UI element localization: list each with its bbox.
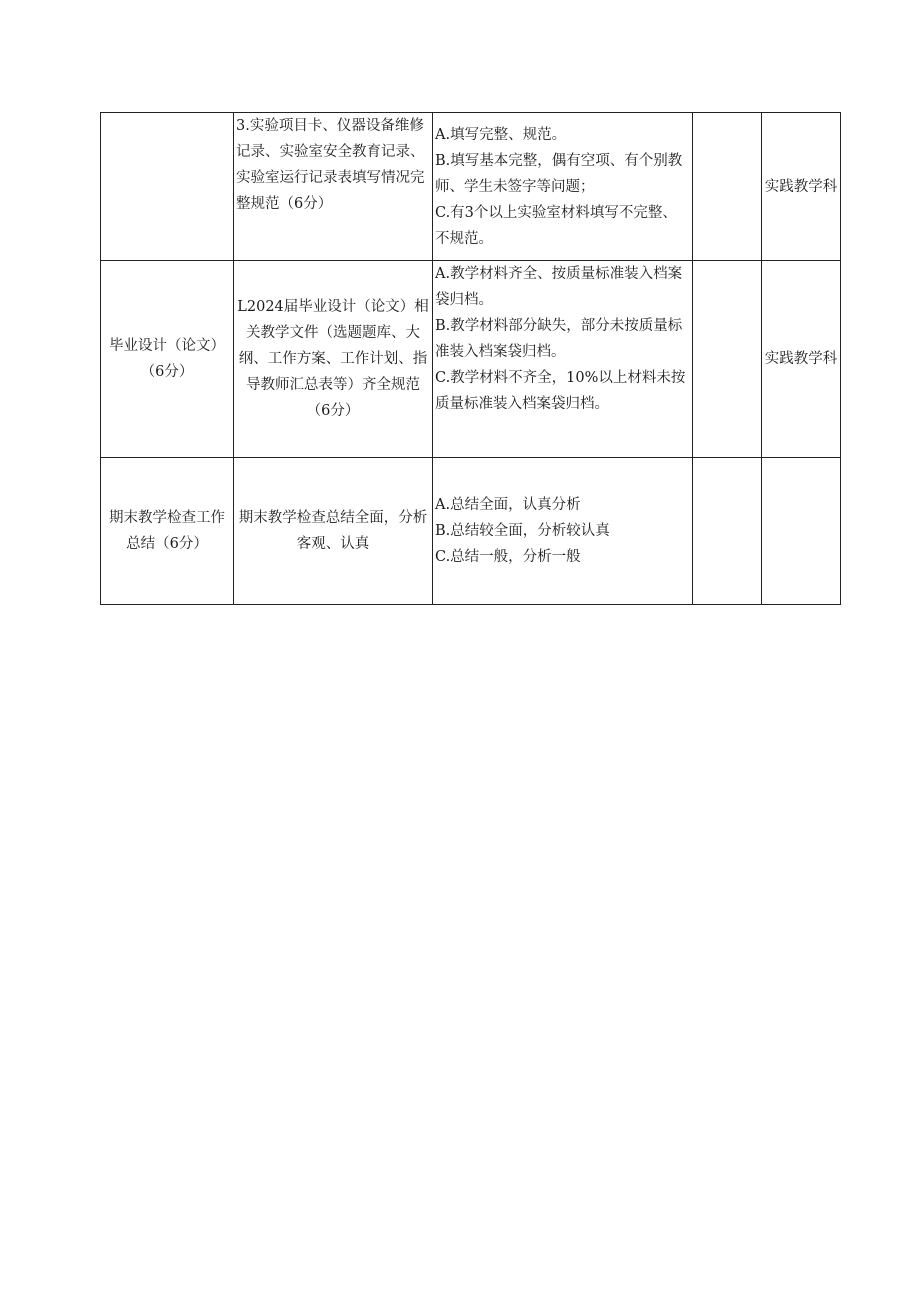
criteria-line: C.教学材料不齐全，10%以上材料未按质量标准装入档案袋归档。 xyxy=(435,370,686,412)
criteria-line: C.有3个以上实验室材料填写不完整、不规范。 xyxy=(435,204,677,247)
table-row xyxy=(101,261,841,458)
content-cell: 3.实验项目卡、仪器设备维修记录、实验室安全教育记录、实验室运行记录表填写情况完整规范（6分） xyxy=(234,113,433,261)
criteria-line: C.总结一般，分析一般 xyxy=(435,549,581,565)
department-cell xyxy=(762,458,841,605)
criteria-line: B.教学材料部分缺失，部分未按质量标准装入档案袋归档。 xyxy=(435,318,683,360)
criteria-cell xyxy=(433,113,693,261)
criteria-line: A.教学材料齐全、按质量标准装入档案袋归档。 xyxy=(435,266,683,308)
criteria-line: A.总结全面，认真分析 xyxy=(435,497,581,513)
department-cell: 实践教学科 xyxy=(762,113,841,261)
item-cell xyxy=(101,113,234,261)
score-cell xyxy=(693,113,762,261)
score-cell xyxy=(693,261,762,458)
table-row xyxy=(101,113,841,261)
criteria-cell xyxy=(433,458,693,605)
score-cell xyxy=(693,458,762,605)
criteria-cell xyxy=(433,261,693,458)
criteria-line: A.填写完整、规范。 xyxy=(435,126,567,143)
department-cell: 实践教学科 xyxy=(762,261,841,458)
criteria-line: B.总结较全面，分析较认真 xyxy=(435,523,610,539)
criteria-line: B.填写基本完整，偶有空项、有个别教师、学生未签字等问题； xyxy=(435,152,683,195)
content-cell: L2024届毕业设计（论文）相关教学文件（选题题库、大纲、工作方案、工作计划、指导教师汇总表等）齐全规范（6分） xyxy=(234,261,433,458)
item-cell: 毕业设计（论文）（6分） xyxy=(101,261,234,458)
evaluation-table xyxy=(100,112,841,605)
table-row xyxy=(101,458,841,605)
content-cell: 期末教学检查总结全面，分析客观、认真 xyxy=(234,458,433,605)
item-cell: 期末教学检查工作总结（6分） xyxy=(101,458,234,605)
